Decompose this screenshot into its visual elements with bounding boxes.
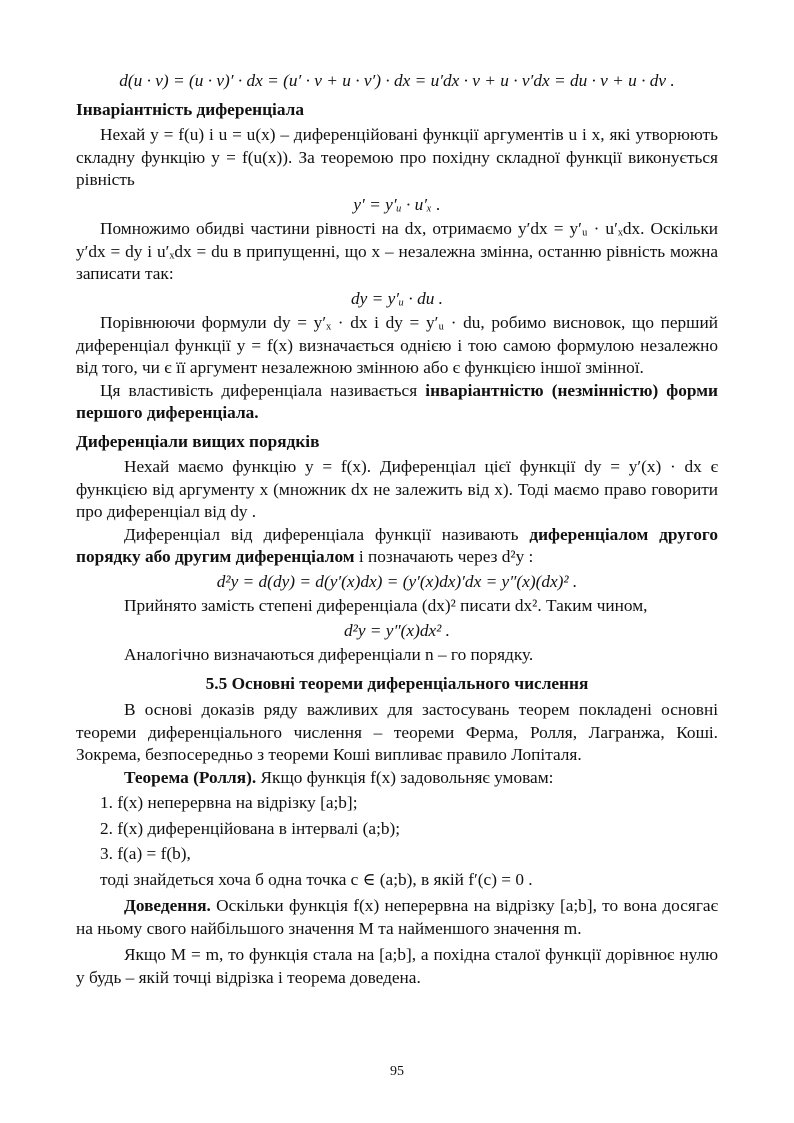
- second-diff-term: диференціалом другого порядку або другим диференціалом: [76, 524, 718, 566]
- paragraph-comparison: Порівнюючи формули dy = y′ₓ · dx і dy = y′ᵤ · du, робимо висновок, що перший диференціал функції y = f(x) визначається однією і тою самою формулою незалежно від того, чи є її аргумент незалежною змінною або є функцією іншої змінної.: [76, 313, 718, 377]
- theorem-statement: Якщо функція f(x) задовольняє умовам:: [260, 767, 554, 787]
- paragraph-main-theorems: В основі доказів ряду важливих для застосувань теорем покладені основні теореми диференціального числення – теореми Ферма, Ролля, Лагранжа, Коші. Зокрема, безпосередньо з теореми Коші випливає правило Лопіталя.: [76, 700, 718, 764]
- page-content: [76, 68, 718, 989]
- section-title: 5.5 Основні теореми диференціального числення: [205, 673, 589, 693]
- formula-product-differential: d(u · v) = (u · v)′ · dx = (u′ · v + u · v′) · dx = u′dx · v + u · v′dx = du · v + u · dv .: [119, 71, 675, 90]
- second-diff-notation: і позначають через d²y :: [358, 547, 534, 566]
- formula-second-differential: d²y = d(dy) = d(y′(x)dx) = (y′(x)dx)′dx = y″(x)(dx)² .: [216, 571, 578, 591]
- condition-item: 2. f(x) диференційована в інтервалі (a;b);: [100, 818, 401, 838]
- paragraph-invariance-property: [76, 380, 718, 425]
- paragraph-dx-power: Прийнято замість степені диференціала (dx)² писати dx². Таким чином,: [124, 596, 648, 615]
- conditions-list: [76, 792, 718, 866]
- formula-dy-du: dy = y′ᵤ · du .: [350, 288, 443, 308]
- proof-title: Доведення.: [124, 896, 211, 915]
- condition-item: 1. f(x) неперервна на відрізку [a;b];: [100, 793, 358, 812]
- second-diff-text: Диференціал від диференціала функції називають: [124, 524, 519, 544]
- condition-item: 3. f(a) = f(b),: [100, 844, 191, 863]
- heading-invariance: Інваріантність диференціала: [76, 99, 304, 119]
- page-number: 95: [390, 1064, 404, 1079]
- theorem-rolle: [76, 767, 718, 790]
- paragraph-second-differential: [76, 524, 718, 569]
- invariance-text: Ця властивість диференціала називається: [100, 380, 418, 400]
- paragraph-constant-case: Якщо M = m, то функція стала на [a;b], а похідна сталої функції дорівнює нулю у будь – якій точці відрізка і теорема доведена.: [76, 945, 718, 987]
- proof-text: Оскільки функція f(x) неперервна на відрізку [a;b], то вона досягає на ньому свого найбільшого значення M та найменшого значення m.: [76, 896, 718, 938]
- paragraph-function-differential: Нехай маємо функцію y = f(x). Диференціал цієї функції dy = y′(x) · dx є функцією від аргументу x (множник dx не залежить від x). Тоді маємо право говорити про диференціал від dy .: [76, 457, 718, 521]
- theorem-title: Теорема (Ролля).: [124, 767, 257, 787]
- invariance-term: інваріантністю (незмінністю) форми першого диференціала.: [76, 380, 718, 422]
- proof-paragraph: [76, 895, 718, 940]
- paragraph-nth-order: Аналогічно визначаються диференціали n – го порядку.: [124, 645, 534, 664]
- heading-higher-differentials: Диференціали вищих порядків: [76, 431, 320, 451]
- formula-second-differential-short: d²y = y″(x)dx² .: [344, 620, 450, 640]
- paragraph-composite-function: Нехай y = f(u) і u = u(x) – диференційовані функції аргументів u і x, які утворюють складну функцію y = f(u(x)). За теоремою про похідну складної функції виконується рівність: [76, 125, 718, 189]
- formula-chain-rule: y′ = y′ᵤ · u′ₓ .: [353, 194, 441, 214]
- paragraph-multiply-dx: Помножимо обидві частини рівності на dx, отримаємо y′dx = y′ᵤ · u′ₓdx. Оскільки y′dx = dy і u′ₓdx = du в припущенні, що x – незалежна змінна, останню рівність можна записати так:: [76, 219, 718, 283]
- theorem-conclusion: тоді знайдеться хоча б одна точка c ∈ (a;b), в якій f′(c) = 0 .: [100, 869, 533, 889]
